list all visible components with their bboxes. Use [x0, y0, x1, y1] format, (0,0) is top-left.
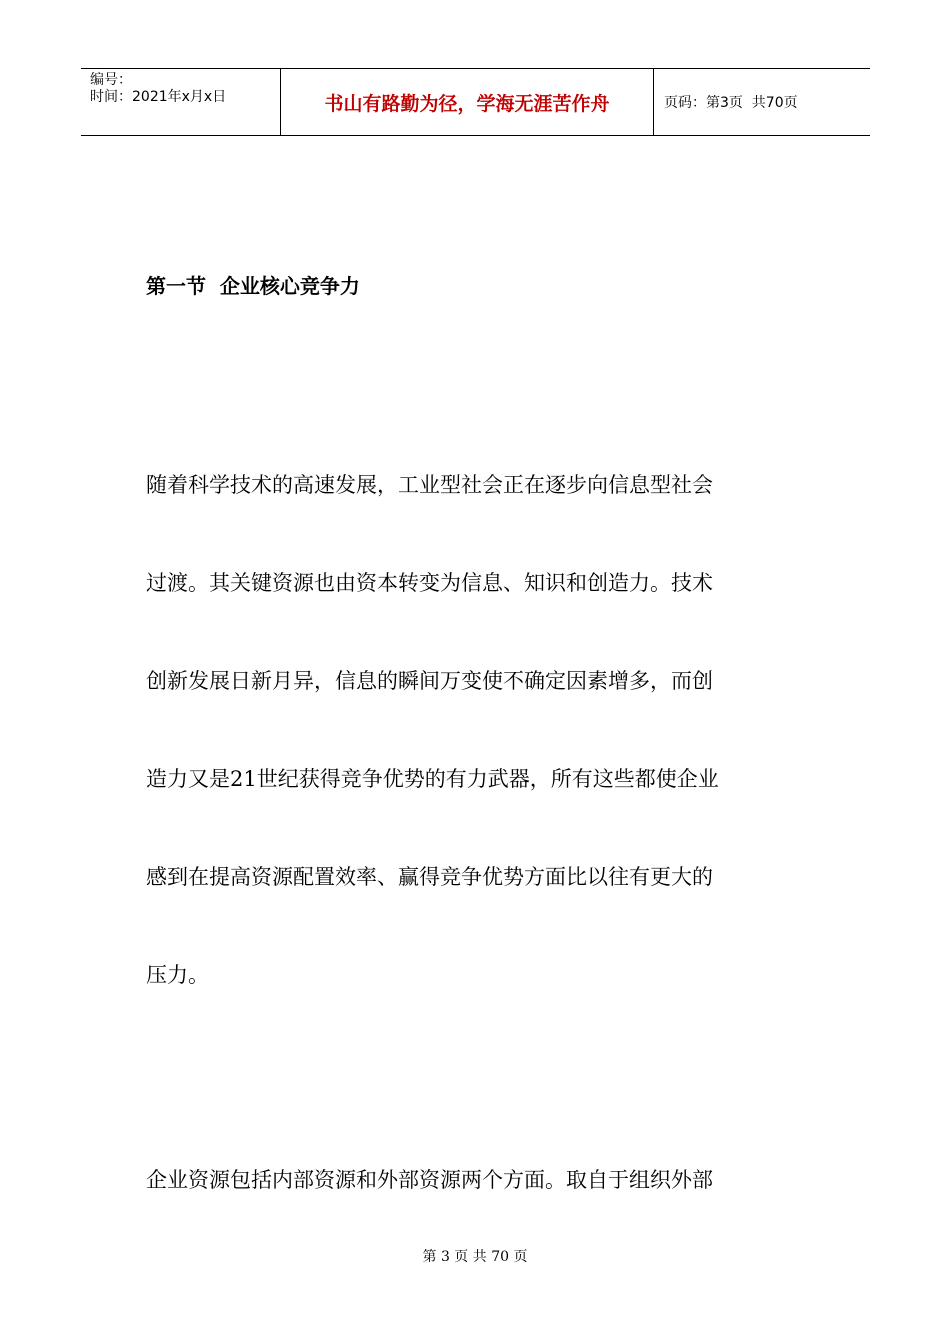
page-header	[81, 68, 870, 136]
header-number-label: 编号：	[90, 72, 132, 88]
paragraph-line: 压力。	[146, 963, 209, 987]
header-date: 时间：2021年x月x日	[90, 89, 227, 105]
header-page-info: 页码：第3页 共70页	[664, 95, 798, 111]
paragraph-line: 随着科学技术的高速发展，工业型社会正在逐步向信息型社会	[146, 473, 713, 497]
paragraph-line: 企业资源包括内部资源和外部资源两个方面。取自于组织外部	[146, 1168, 713, 1192]
header-meta	[81, 69, 281, 135]
paragraph-line: 感到在提高资源配置效率、赢得竞争优势方面比以往有更大的	[146, 865, 713, 889]
page-footer: 第 3 页 共 70 页	[422, 1249, 528, 1265]
header-motto: 书山有路勤为径，学海无涯苦作舟	[281, 69, 654, 135]
paragraph-line: 造力又是21世纪获得竞争优势的有力武器，所有这些都使企业	[146, 767, 719, 791]
paragraph-1	[146, 469, 816, 1057]
paragraph-line: 过渡。其关键资源也由资本转变为信息、知识和创造力。技术	[146, 571, 713, 595]
section-title: 第一节 企业核心竞争力	[146, 274, 360, 298]
paragraph-line: 创新发展日新月异，信息的瞬间万变使不确定因素增多，而创	[146, 669, 713, 693]
